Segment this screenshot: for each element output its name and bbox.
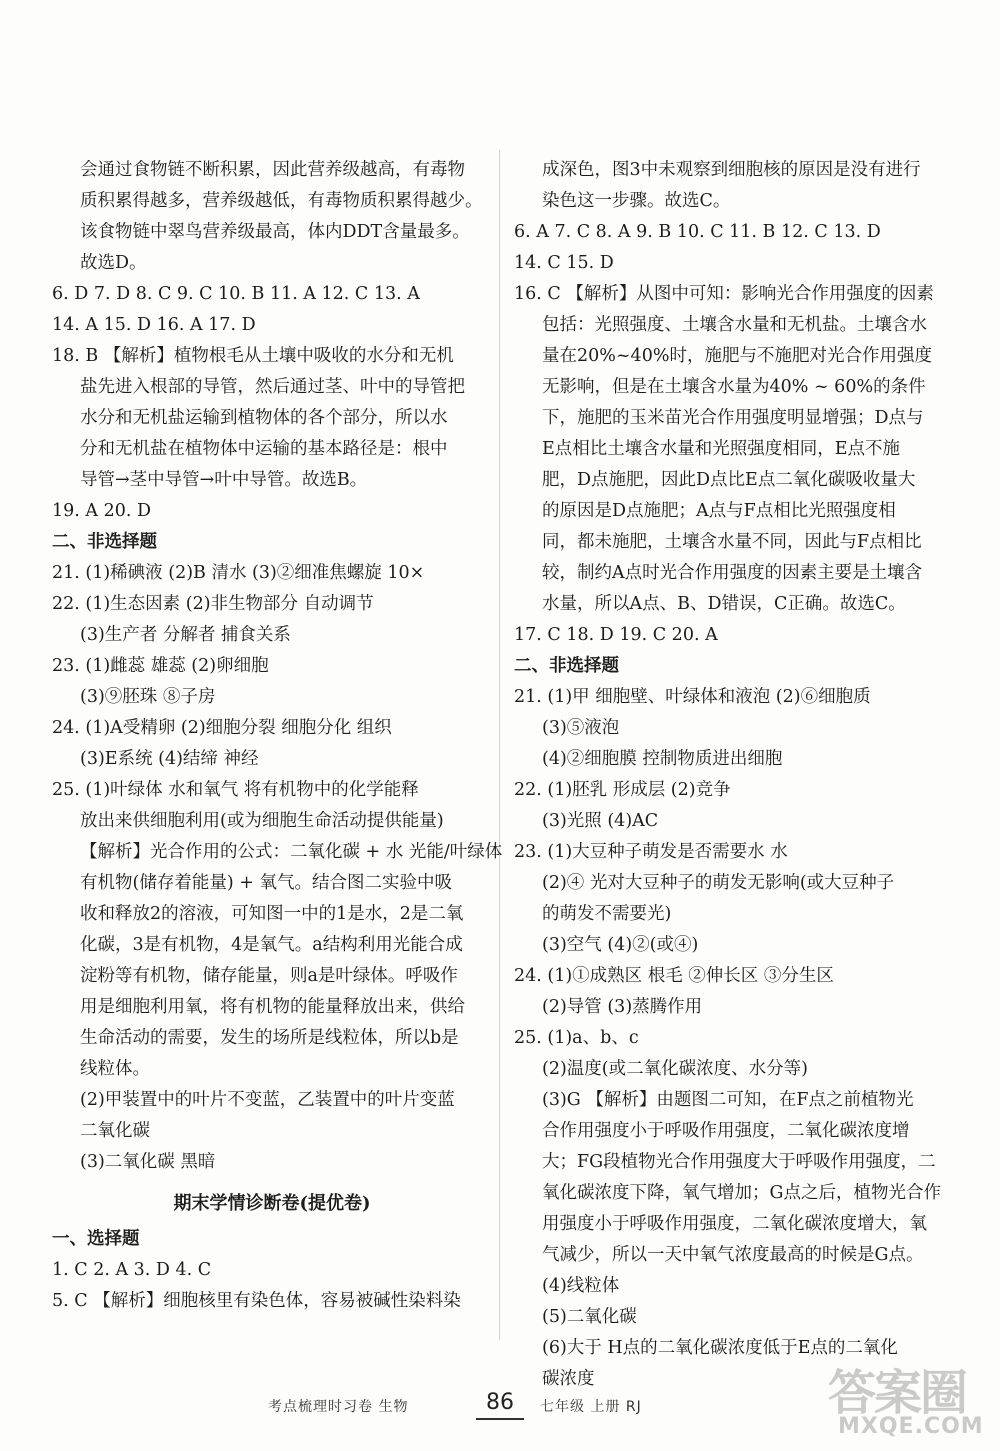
text-line: 22. (1)胚乳 形成层 (2)竞争 [514,780,731,800]
text-line: 成深色，图3中未观察到细胞核的原因是没有进行 [542,160,921,180]
text-line: 16. C 【解析】从图中可知：影响光合作用强度的因素 [514,284,934,304]
text-line: 18. B 【解析】植物根毛从土壤中吸收的水分和无机 [52,346,454,366]
text-line: 21. (1)稀碘液 (2)B 清水 (3)②细准焦螺旋 10× [52,563,425,583]
text-line: 水分和无机盐运输到植物体的各个部分，所以水 [80,408,448,428]
text-line: 气减少，所以一天中氧气浓度最高的时候是G点。 [542,1245,924,1265]
text-line: 无影响，但是在土壤含水量为40% ~ 60%的条件 [542,377,926,397]
text-line: 导管→茎中导管→叶中导管。故选B。 [80,470,368,490]
text-line: 23. (1)雌蕊 雄蕊 (2)卵细胞 [52,656,269,676]
text-line: 21. (1)甲 细胞壁、叶绿体和液泡 (2)⑥细胞质 [514,687,871,707]
watermark-text: 答案圈 [828,1365,967,1421]
text-line: (2)甲装置中的叶片不变蓝，乙装置中的叶片变蓝 [80,1090,455,1110]
text-line: 有机物(储存着能量) + 氧气。结合图二实验中吸 [80,873,452,893]
text-line: 水量，所以A点、B、D错误，C正确。故选C。 [542,594,906,614]
text-line: 大；FG段植物光合作用强度大于呼吸作用强度，二 [542,1152,936,1172]
watermark-url: MXQE.COM [838,1414,984,1439]
text-line: 量在20%~40%时，施肥与不施肥对光合作用强度 [542,346,932,366]
text-line: 收和释放2的溶液，可知图一中的1是水，2是二氧 [80,904,464,924]
text-line: 的原因是D点施肥；A点与F点相比光照强度相 [542,501,896,521]
text-line: 二氧化碳 [80,1121,150,1141]
text-line: (2)温度(或二氧化碳浓度、水分等) [542,1059,808,1079]
text-line: (3)E系统 (4)结缔 神经 [80,749,259,769]
text-line: 6. A 7. C 8. A 9. B 10. C 11. B 12. C 13. D [514,222,881,242]
text-line: E点相比土壤含水量和光照强度相同，E点不施 [542,439,901,459]
text-line: 盐先进入根部的导管，然后通过茎、叶中的导管把 [80,377,465,397]
column-divider [499,150,500,1340]
text-line: 分和无机盐在植物体中运输的基本路径是：根中 [80,439,448,459]
text-line: (3)光照 (4)AC [542,811,659,831]
text-line: 25. (1)叶绿体 水和氧气 将有机物中的化学能释 [52,780,419,800]
left-column [52,155,503,1317]
text-line: 该食物链中翠鸟营养级最高，体内DDT含量最多。 [80,222,470,242]
text-line: (3)⑤液泡 [542,718,620,738]
text-line: 同，都未施肥，土壤含水量不同，因此与F点相比 [542,532,922,552]
section-heading: 二、非选择题 [52,532,157,552]
text-line: (2)④ 光对大豆种子的萌发无影响(或大豆种子 [542,873,895,893]
text-line: 化碳，3是有机物，4是氧气。a结构利用光能合成 [80,935,463,955]
text-line: 14. C 15. D [514,253,614,273]
text-line: 染色这一步骤。故选C。 [542,191,731,211]
text-line: 5. C 【解析】细胞核里有染色体，容易被碱性染料染 [52,1291,461,1311]
text-line: 的萌发不需要光) [542,904,672,924]
text-line: 氧化碳浓度下降，氧气增加；G点之后，植物光合作 [542,1183,941,1203]
section-heading: 二、非选择题 [514,656,619,676]
watermark-logo [818,1352,994,1448]
text-line: (5)二氧化碳 [542,1307,637,1327]
text-line: 会通过食物链不断积累，因此营养级越高，有毒物 [80,160,465,180]
section-title: 期末学情诊断卷(提优卷) [173,1193,371,1214]
text-line: 25. (1)a、b、c [514,1028,639,1048]
text-line: 淀粉等有机物，储存能量，则a是叶绿体。呼吸作 [80,966,458,986]
text-line: (6)大于 H点的二氧化碳浓度低于E点的二氧化 [542,1338,898,1358]
right-column [514,155,954,1395]
text-line: 19. A 20. D [52,501,152,521]
text-line: 放出来供细胞利用(或为细胞生命活动提供能量) [80,811,444,831]
text-line: 包括：光照强度、土壤含水量和无机盐。土壤含水 [542,315,927,335]
text-line: (4)线粒体 [542,1276,620,1296]
text-line: 生命活动的需要，发生的场所是线粒体，所以b是 [80,1028,459,1048]
text-line: 22. (1)生态因素 (2)非生物部分 自动调节 [52,594,374,614]
text-line: 14. A 15. D 16. A 17. D [52,315,256,335]
text-line: 质积累得越多，营养级越低，有毒物质积累得越少。 [80,191,483,211]
text-line: 肥，D点施肥，因此D点比E点二氧化碳吸收量大 [542,470,916,490]
text-line: 用是细胞利用氧，将有机物的能量释放出来，供给 [80,997,465,1017]
text-line: 【解析】光合作用的公式：二氧化碳 + 水 光能/叶绿体 [80,842,503,862]
footer-grade-info: 七年级 上册 RJ [540,1399,642,1415]
text-line: (4)②细胞膜 控制物质进出细胞 [542,749,783,769]
text-line: 24. (1)①成熟区 根毛 ②伸长区 ③分生区 [514,966,834,986]
text-line: 6. D 7. D 8. C 9. C 10. B 11. A 12. C 13. A [52,284,420,304]
text-line: 合作用强度小于呼吸作用强度，二氧化碳浓度增 [542,1121,910,1141]
text-line: (3)生产者 分解者 捕食关系 [80,625,291,645]
text-line: 1. C 2. A 3. D 4. C [52,1260,212,1280]
footer-book-title: 考点梳理时习卷 生物 [268,1399,409,1415]
text-line: 碳浓度 [542,1369,595,1389]
text-line: 24. (1)A受精卵 (2)细胞分裂 细胞分化 组织 [52,718,392,738]
text-line: 下，施肥的玉米苗光合作用强度明显增强；D点与 [542,408,924,428]
text-line: 23. (1)大豆种子萌发是否需要水 水 [514,842,788,862]
text-line: 线粒体。 [80,1059,150,1079]
text-line: 17. C 18. D 19. C 20. A [514,625,718,645]
text-line: 用强度小于呼吸作用强度，二氧化碳浓度增大，氧 [542,1214,927,1234]
section-heading: 一、选择题 [52,1229,140,1249]
text-line: (3)空气 (4)②(或④) [542,935,699,955]
text-line: 故选D。 [80,253,147,273]
text-line: (2)导管 (3)蒸腾作用 [542,997,703,1017]
text-line: (3)二氧化碳 黑暗 [80,1152,216,1172]
text-line: (3)⑨胚珠 ⑧子房 [80,687,216,707]
text-line: 较，制约A点时光合作用强度的因素主要是土壤含 [542,563,923,583]
page-number: 86 [476,1388,524,1420]
text-line: (3)G 【解析】由题图二可知，在F点之前植物光 [542,1090,914,1110]
